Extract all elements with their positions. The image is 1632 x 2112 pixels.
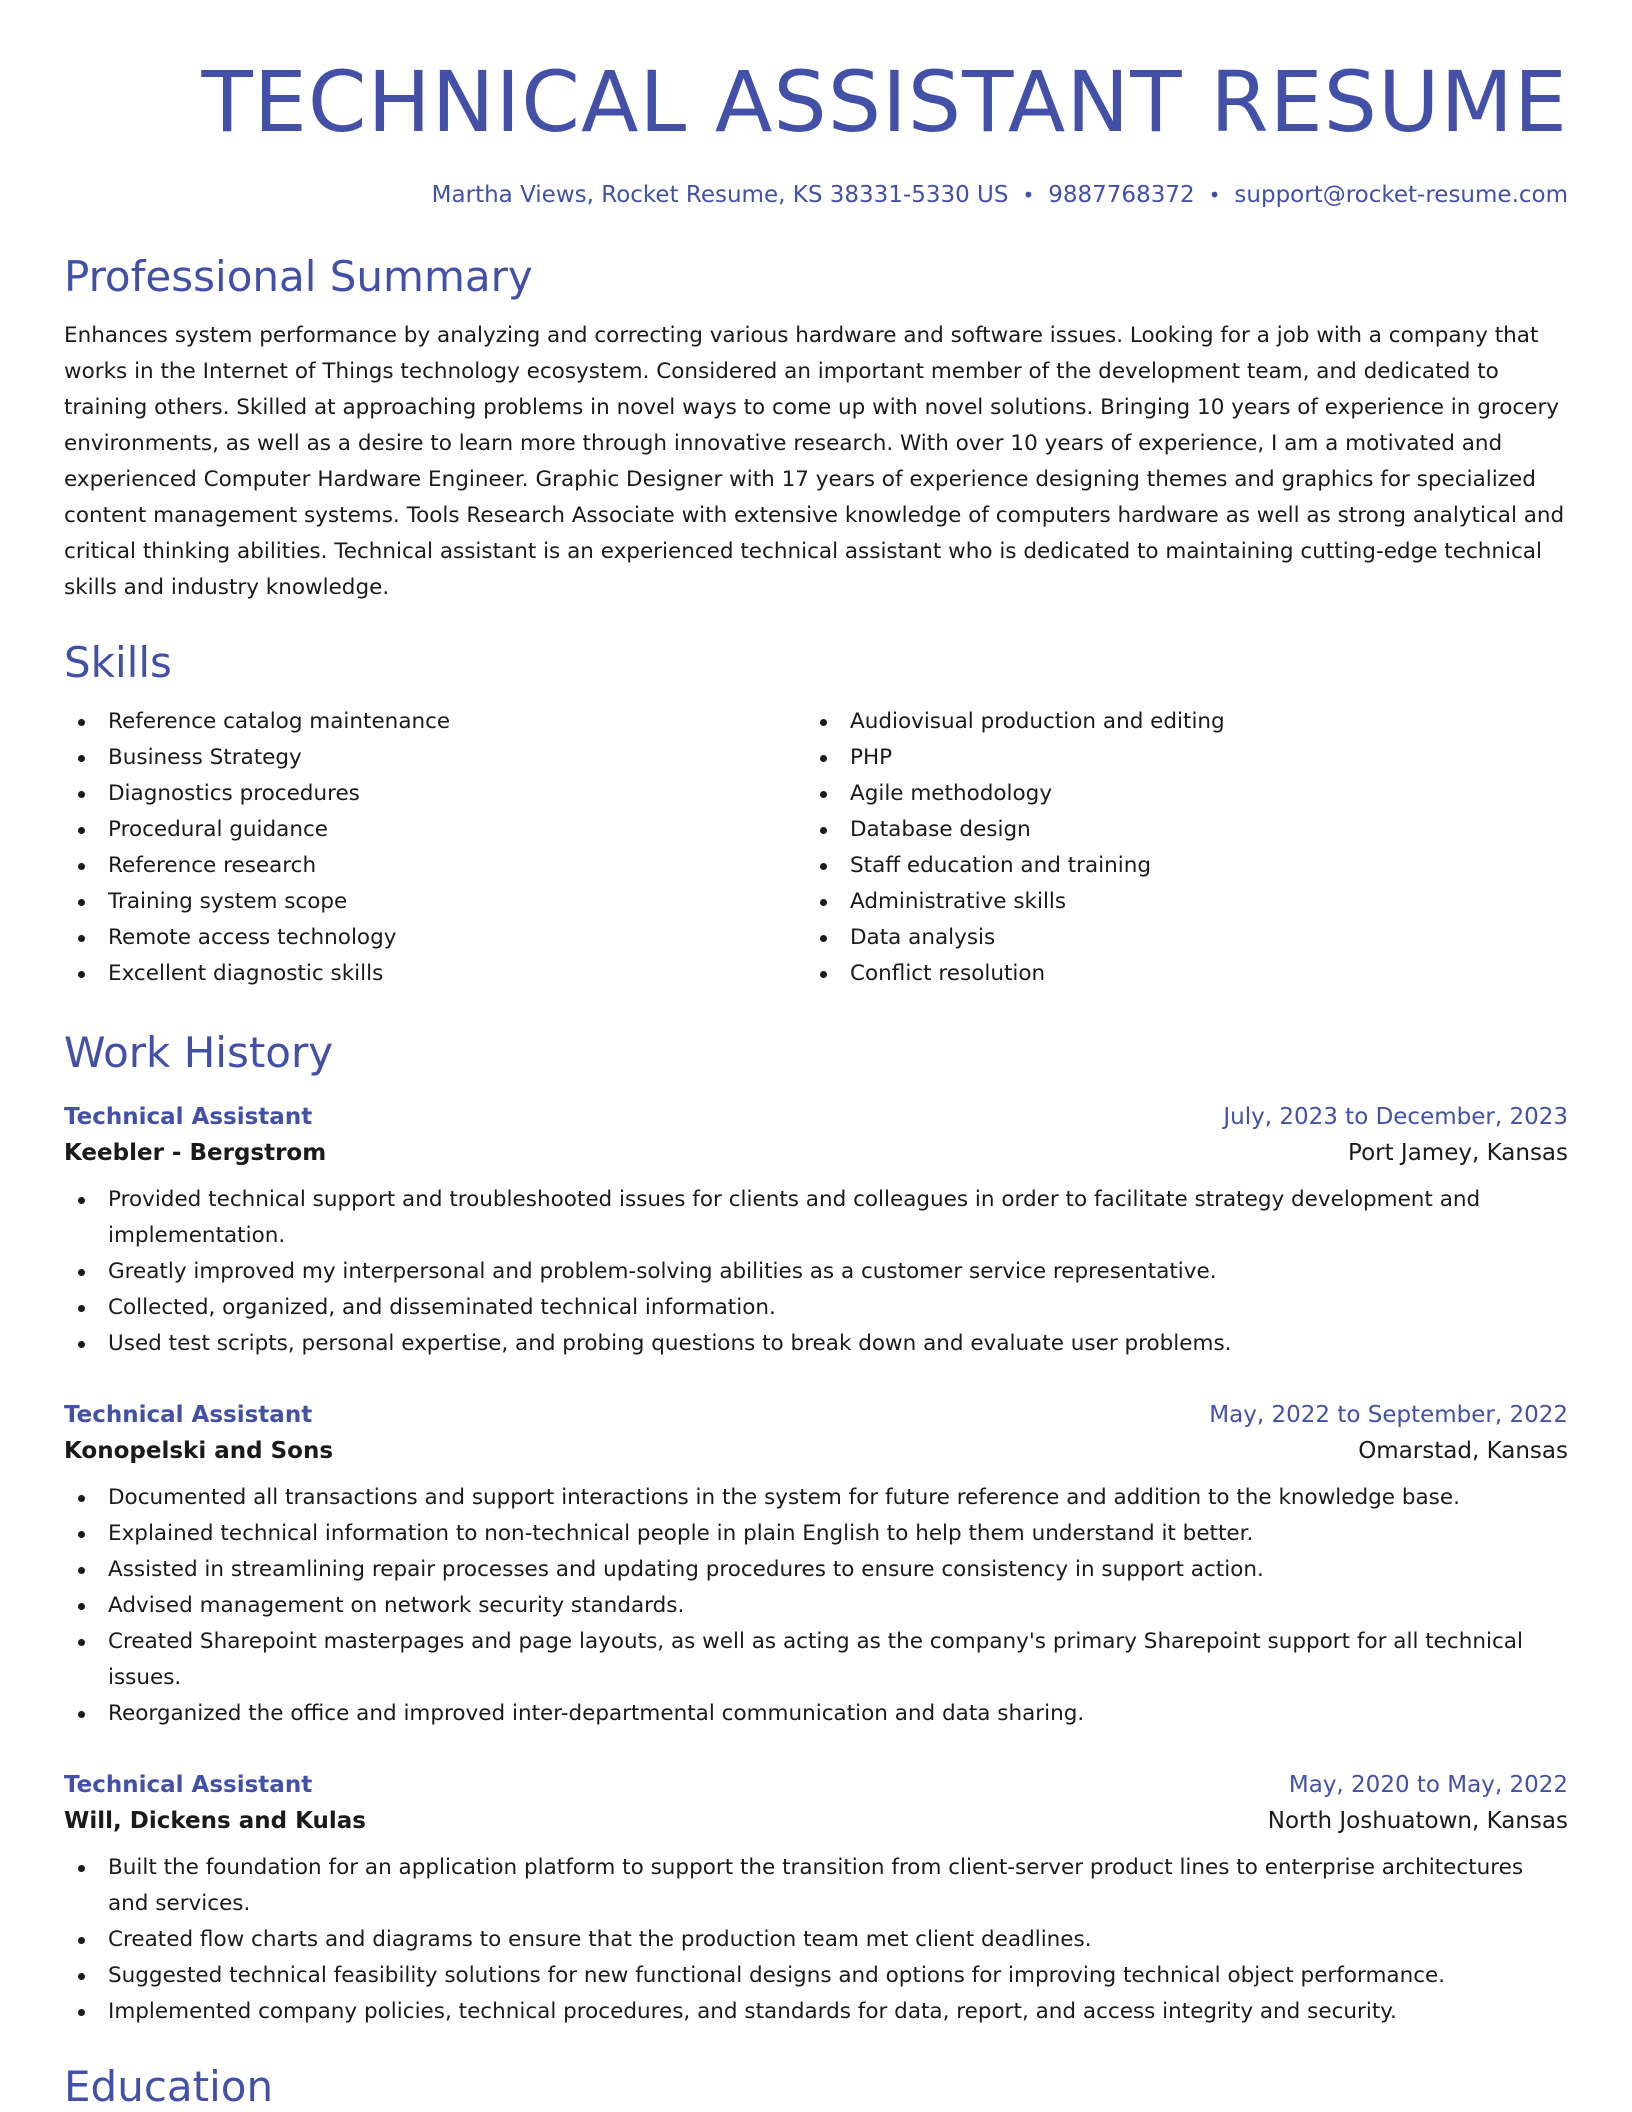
bullet-dot [820,791,827,798]
job-bullet-text: Reorganized the office and improved inter-departmental communication and data sharing. [108,1701,1085,1726]
skill-item [806,740,1548,776]
job-bullets [64,1182,1568,1362]
skill-label: Remote access technology [108,925,397,950]
job-bullet-text: Implemented company policies, technical procedures, and standards for data, report, and access integrity and security. [108,1999,1397,2024]
work-history-heading: Work History [64,1028,334,1077]
skill-label: Reference research [108,853,317,878]
job-bullet [64,1958,1568,1994]
job-bullet [64,1624,1568,1696]
job-bullet [64,1552,1568,1588]
bullet-dot [78,1341,85,1348]
job-header [64,1104,1568,1130]
skills-list [64,704,1568,992]
job-bullet [64,1696,1568,1732]
bullet-dot [78,1567,85,1574]
bullet-dot [820,827,827,834]
skill-item [806,812,1548,848]
resume-page [64,0,1568,2111]
skill-item [64,956,806,992]
job-company: Keebler - Bergstrom [64,1140,327,1166]
summary-text: Enhances system performance by analyzing and correcting various hardware and software issues. Looking for a job with a company that works in the Internet of Things technology ecosystem. Considered an important member of the development team, and dedicated to training others. Skilled at approaching problems in novel ways to come up with novel solutions. Bringing 10 years of experience in grocery environments, as well as a desire to learn more through innovative research. With over 10 years of experience, I am a motivated and experienced Computer Hardware Engineer. Graphic Designer with 17 years of experience designing themes and graphics for specialized content management systems. Tools Research Associate with extensive knowledge of computers hardware as well as strong analytical and critical thinking abilities. Technical assistant is an experienced technical assistant who is dedicated to maintaining cutting-edge technical skills and industry knowledge. [64,323,1565,600]
education-heading: Education [64,2062,274,2111]
job-bullets [64,1850,1568,2030]
bullet-dot [78,1711,85,1718]
skill-item [64,740,806,776]
job-dates: July, 2023 to December, 2023 [1223,1104,1568,1130]
skills-heading: Skills [64,638,172,687]
job-bullet-text: Created Sharepoint masterpages and page layouts, as well as acting as the company's primary Sharepoint support for all technical issues. [108,1629,1523,1690]
skill-label: Training system scope [108,889,348,914]
skill-item [806,776,1548,812]
job-bullet-text: Provided technical support and troubleshooted issues for clients and colleagues in order to facilitate strategy development and implementation. [108,1187,1481,1248]
contact-separator: • [1022,183,1035,207]
job-bullet-text: Created flow charts and diagrams to ensure that the production team met client deadlines. [108,1927,1092,1952]
bullet-dot [78,719,85,726]
bullet-dot [78,935,85,942]
job-bullet [64,1850,1568,1922]
job-location: Port Jamey, Kansas [1348,1140,1568,1166]
job-bullet [64,1182,1568,1254]
bullet-dot [820,935,827,942]
skill-item [64,704,806,740]
skill-item [64,812,806,848]
skill-label: Audiovisual production and editing [850,709,1225,734]
skill-label: PHP [850,745,893,770]
skill-item [64,848,806,884]
job-bullet-text: Advised management on network security standards. [108,1593,685,1618]
job-bullet-text: Suggested technical feasibility solutions for new functional designs and options for improving technical object performance. [108,1963,1446,1988]
skills-column-left [64,704,806,992]
skill-label: Business Strategy [108,745,302,770]
job-bullet [64,1922,1568,1958]
skill-item [806,848,1548,884]
skill-label: Procedural guidance [108,817,328,842]
job-bullet [64,1994,1568,2030]
bullet-dot [820,863,827,870]
job-bullets [64,1480,1568,1732]
job-subheader [64,1808,1568,1834]
job-header [64,1772,1568,1798]
bullet-dot [78,1865,85,1872]
skill-label: Staff education and training [850,853,1151,878]
skill-item [806,884,1548,920]
contact-separator: • [1208,183,1221,207]
job-bullet-text: Built the foundation for an application platform to support the transition from client-server product lines to enterprise architectures and services. [108,1855,1524,1916]
job-company: Will, Dickens and Kulas [64,1808,366,1834]
contact-phone: 9887768372 [1048,182,1195,208]
job-dates: May, 2022 to September, 2022 [1209,1402,1568,1428]
job-company: Konopelski and Sons [64,1438,334,1464]
job-bullet-text: Documented all transactions and support interactions in the system for future reference and addition to the knowledge base. [108,1485,1460,1510]
skill-label: Conflict resolution [850,961,1046,986]
skills-column-right [806,704,1548,992]
bullet-dot [78,791,85,798]
job-entry [64,1104,1568,1362]
bullet-dot [78,2009,85,2016]
skill-item [806,956,1548,992]
bullet-dot [78,1639,85,1646]
job-role: Technical Assistant [64,1772,313,1798]
skill-item [806,704,1548,740]
job-bullet [64,1326,1568,1362]
contact-email: support@rocket-resume.com [1234,182,1568,208]
skill-label: Data analysis [850,925,996,950]
bullet-dot [78,1531,85,1538]
bullet-dot [78,827,85,834]
bullet-dot [820,899,827,906]
job-entry [64,1402,1568,1732]
job-bullet-text: Used test scripts, personal expertise, and probing questions to break down and evaluate user problems. [108,1331,1232,1356]
bullet-dot [78,899,85,906]
job-role: Technical Assistant [64,1402,313,1428]
bullet-dot [78,1197,85,1204]
job-location: North Joshuatown, Kansas [1267,1808,1568,1834]
job-header [64,1402,1568,1428]
bullet-dot [820,755,827,762]
contact-line [64,182,1568,208]
job-entry [64,1772,1568,2030]
job-bullet [64,1290,1568,1326]
skill-label: Excellent diagnostic skills [108,961,384,986]
skill-label: Administrative skills [850,889,1067,914]
contact-address: Martha Views, Rocket Resume, KS 38331-5330 US [431,182,1009,208]
job-location: Omarstad, Kansas [1358,1438,1568,1464]
skill-item [64,884,806,920]
bullet-dot [78,971,85,978]
job-bullet [64,1588,1568,1624]
skill-item [64,920,806,956]
job-bullet-text: Assisted in streamlining repair processes and updating procedures to ensure consistency in support action. [108,1557,1264,1582]
resume-title: TECHNICAL ASSISTANT RESUME [201,53,1568,151]
bullet-dot [78,1269,85,1276]
job-bullet [64,1480,1568,1516]
skill-item [64,776,806,812]
skill-label: Agile methodology [850,781,1053,806]
skill-label: Diagnostics procedures [108,781,360,806]
job-bullet [64,1254,1568,1290]
bullet-dot [78,755,85,762]
job-bullet-text: Collected, organized, and disseminated technical information. [108,1295,776,1320]
bullet-dot [78,1495,85,1502]
job-role: Technical Assistant [64,1104,313,1130]
skill-label: Database design [850,817,1031,842]
job-dates: May, 2020 to May, 2022 [1288,1772,1568,1798]
job-bullet [64,1516,1568,1552]
job-bullet-text: Explained technical information to non-technical people in plain English to help them understand it better. [108,1521,1254,1546]
job-subheader [64,1438,1568,1464]
skill-label: Reference catalog maintenance [108,709,451,734]
summary-heading: Professional Summary [64,252,533,301]
job-bullet-text: Greatly improved my interpersonal and problem-solving abilities as a customer service representative. [108,1259,1217,1284]
bullet-dot [78,863,85,870]
bullet-dot [78,1305,85,1312]
job-subheader [64,1140,1568,1166]
bullet-dot [78,1603,85,1610]
bullet-dot [820,971,827,978]
bullet-dot [78,1937,85,1944]
skill-item [806,920,1548,956]
bullet-dot [820,719,827,726]
bullet-dot [78,1973,85,1980]
